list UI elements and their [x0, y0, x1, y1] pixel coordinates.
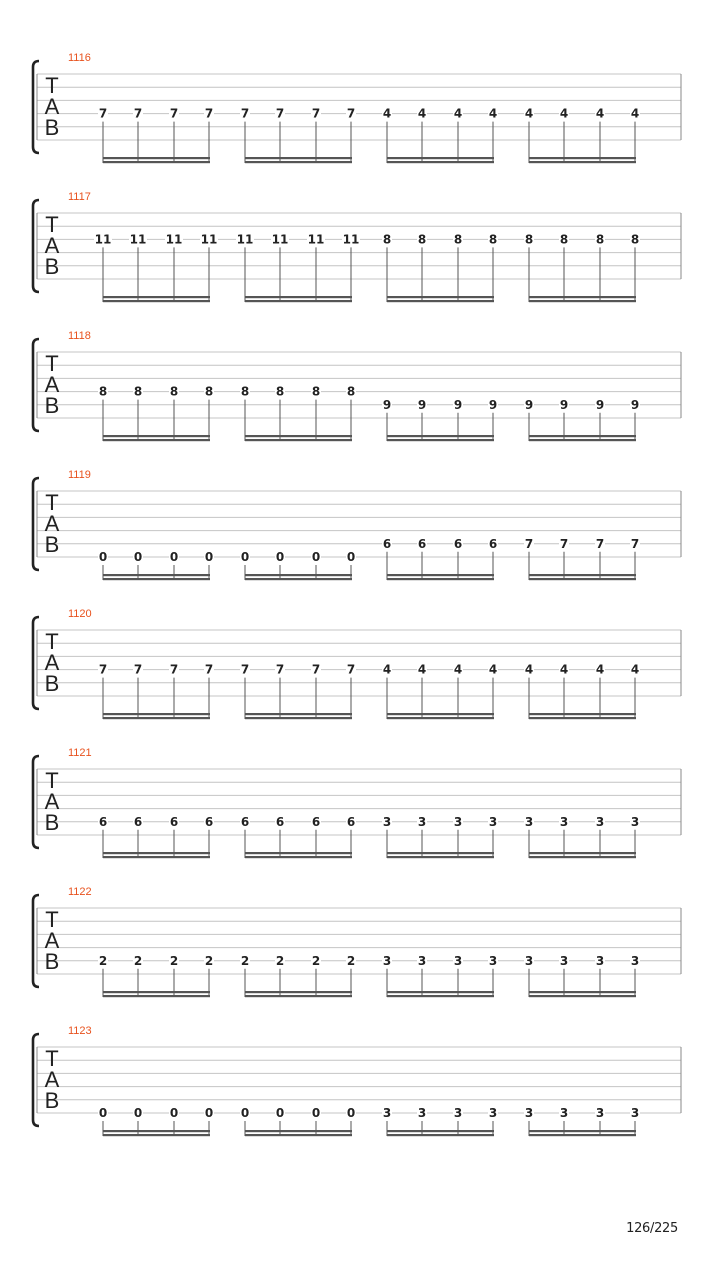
measure-number: 1119: [68, 469, 91, 481]
fret-number: 4: [524, 662, 534, 677]
system-bracket: [33, 200, 39, 292]
system-bracket: [33, 756, 39, 848]
measure-number: 1117: [68, 191, 91, 203]
fret-number: 2: [169, 953, 179, 968]
beam: [529, 856, 636, 858]
fret-number: 4: [382, 662, 392, 677]
fret-number: 7: [524, 536, 534, 551]
fret-number: 9: [595, 397, 605, 412]
fret-number: 4: [524, 106, 534, 121]
fret-number: 7: [133, 662, 143, 677]
fret-number: 6: [488, 536, 498, 551]
beam: [529, 852, 636, 854]
tab-clef-letter: A: [44, 94, 60, 119]
fret-number: 7: [240, 106, 250, 121]
beam: [529, 578, 636, 580]
fret-number: 2: [311, 953, 321, 968]
fret-number: 3: [630, 953, 640, 968]
fret-number: 6: [275, 814, 285, 829]
fret-number: 0: [275, 550, 285, 564]
system-bracket: [33, 617, 39, 709]
beam: [245, 717, 352, 719]
fret-number: 6: [311, 814, 321, 829]
fret-number: 3: [595, 814, 605, 829]
fret-number: 7: [240, 662, 250, 677]
measure-number: 1121: [68, 747, 92, 759]
beam: [245, 157, 352, 159]
beam: [529, 717, 636, 719]
fret-number: 7: [204, 106, 214, 121]
tab-clef-letter: A: [44, 789, 60, 814]
fret-number: 8: [204, 384, 214, 399]
fret-number: 3: [630, 814, 640, 829]
fret-number: 8: [346, 384, 356, 399]
beam: [529, 161, 636, 163]
fret-number: 11: [236, 232, 254, 247]
beam: [529, 1134, 636, 1136]
beam: [103, 578, 210, 580]
fret-number: 7: [346, 662, 356, 677]
beam: [245, 995, 352, 997]
beam: [387, 439, 494, 441]
beam: [529, 995, 636, 997]
beam: [103, 852, 210, 854]
fret-number: 8: [382, 232, 392, 247]
measure-number: 1120: [68, 608, 92, 620]
fret-number: 6: [346, 814, 356, 829]
fret-number: 7: [559, 536, 569, 551]
fret-number: 4: [453, 662, 463, 677]
fret-number: 4: [488, 106, 498, 121]
fret-number: 3: [630, 1106, 640, 1120]
fret-number: 8: [169, 384, 179, 399]
beam: [245, 856, 352, 858]
fret-number: 3: [559, 953, 569, 968]
fret-number: 7: [133, 106, 143, 121]
fret-number: 3: [382, 814, 392, 829]
beam: [245, 713, 352, 715]
fret-number: 0: [169, 550, 179, 564]
fret-number: 3: [524, 953, 534, 968]
tab-system: [33, 52, 681, 163]
fret-number: 7: [98, 106, 108, 121]
fret-number: 3: [559, 1106, 569, 1120]
fret-number: 8: [98, 384, 108, 399]
fret-number: 4: [488, 662, 498, 677]
fret-number: 8: [595, 232, 605, 247]
fret-number: 3: [524, 814, 534, 829]
tab-clef-letter: T: [45, 73, 59, 98]
beam: [245, 578, 352, 580]
fret-number: 3: [417, 1106, 427, 1120]
fret-number: 0: [240, 550, 250, 564]
fret-number: 8: [133, 384, 143, 399]
tab-clef-letter: B: [44, 254, 60, 279]
beam: [529, 435, 636, 437]
beam: [529, 574, 636, 576]
fret-number: 8: [488, 232, 498, 247]
fret-number: 7: [275, 106, 285, 121]
tab-clef-letter: B: [44, 671, 60, 696]
system-bracket: [33, 895, 39, 987]
tab-system: [33, 747, 681, 858]
fret-number: 0: [275, 1106, 285, 1120]
fret-number: 0: [311, 1106, 321, 1120]
fret-number: 6: [133, 814, 143, 829]
fret-number: 3: [382, 953, 392, 968]
fret-number: 3: [488, 953, 498, 968]
beam: [387, 1134, 494, 1136]
fret-number: 11: [129, 232, 147, 247]
tab-clef-letter: T: [45, 768, 59, 793]
fret-number: 7: [169, 662, 179, 677]
fret-number: 11: [165, 232, 183, 247]
beam: [245, 1130, 352, 1132]
measure-number: 1118: [68, 330, 91, 342]
beam: [387, 574, 494, 576]
beam: [103, 300, 210, 302]
fret-number: 2: [133, 953, 143, 968]
beam: [245, 296, 352, 298]
beam: [529, 1130, 636, 1132]
beam: [103, 856, 210, 858]
tab-clef-letter: T: [45, 1046, 59, 1071]
measure-number: 1123: [68, 1025, 92, 1037]
fret-number: 7: [311, 662, 321, 677]
fret-number: 9: [382, 397, 392, 412]
tab-system: [33, 469, 681, 580]
fret-number: 3: [524, 1106, 534, 1120]
beam: [387, 995, 494, 997]
beam: [245, 852, 352, 854]
fret-number: 0: [133, 550, 143, 564]
system-bracket: [33, 478, 39, 570]
beam: [529, 439, 636, 441]
beam: [103, 574, 210, 576]
fret-number: 0: [98, 1106, 108, 1120]
beam: [103, 1130, 210, 1132]
beam: [387, 300, 494, 302]
measure-number: 1122: [68, 886, 92, 898]
system-bracket: [33, 61, 39, 153]
beam: [387, 1130, 494, 1132]
beam: [387, 717, 494, 719]
fret-number: 0: [98, 550, 108, 564]
beam: [103, 995, 210, 997]
beam: [387, 713, 494, 715]
fret-number: 0: [240, 1106, 250, 1120]
fret-number: 8: [275, 384, 285, 399]
fret-number: 7: [169, 106, 179, 121]
fret-number: 11: [271, 232, 289, 247]
fret-number: 6: [417, 536, 427, 551]
fret-number: 2: [98, 953, 108, 968]
tab-system: [33, 191, 681, 302]
fret-number: 0: [204, 1106, 214, 1120]
beam: [103, 991, 210, 993]
fret-number: 4: [595, 106, 605, 121]
fret-number: 6: [382, 536, 392, 551]
beam: [529, 991, 636, 993]
fret-number: 4: [630, 662, 640, 677]
beam: [387, 157, 494, 159]
measure-number: 1116: [68, 52, 91, 64]
fret-number: 0: [346, 1106, 356, 1120]
fret-number: 3: [559, 814, 569, 829]
fret-number: 8: [630, 232, 640, 247]
fret-number: 6: [453, 536, 463, 551]
fret-number: 0: [311, 550, 321, 564]
beam: [245, 574, 352, 576]
beam: [103, 161, 210, 163]
fret-number: 8: [559, 232, 569, 247]
fret-number: 4: [417, 106, 427, 121]
fret-number: 2: [204, 953, 214, 968]
fret-number: 6: [98, 814, 108, 829]
tab-clef-letter: T: [45, 351, 59, 376]
fret-number: 6: [204, 814, 214, 829]
fret-number: 3: [595, 953, 605, 968]
tab-clef-letter: A: [44, 511, 60, 536]
fret-number: 8: [417, 232, 427, 247]
fret-number: 9: [417, 397, 427, 412]
fret-number: 11: [200, 232, 218, 247]
tab-clef-letter: B: [44, 115, 60, 140]
beam: [387, 161, 494, 163]
beam: [103, 1134, 210, 1136]
fret-number: 4: [559, 662, 569, 677]
tab-clef-letter: A: [44, 928, 60, 953]
fret-number: 7: [595, 536, 605, 551]
fret-number: 0: [133, 1106, 143, 1120]
fret-number: 0: [204, 550, 214, 564]
tab-clef-letter: A: [44, 1067, 60, 1092]
beam: [387, 578, 494, 580]
beam: [245, 439, 352, 441]
beam: [245, 1134, 352, 1136]
fret-number: 8: [240, 384, 250, 399]
fret-number: 9: [559, 397, 569, 412]
fret-number: 7: [346, 106, 356, 121]
beam: [103, 717, 210, 719]
fret-number: 8: [453, 232, 463, 247]
fret-number: 2: [346, 953, 356, 968]
fret-number: 8: [311, 384, 321, 399]
tab-system: [33, 330, 681, 441]
beam: [529, 300, 636, 302]
fret-number: 0: [346, 550, 356, 564]
fret-number: 9: [488, 397, 498, 412]
tab-clef-letter: T: [45, 212, 59, 237]
fret-number: 7: [204, 662, 214, 677]
beam: [103, 296, 210, 298]
fret-number: 11: [342, 232, 360, 247]
fret-number: 3: [488, 814, 498, 829]
tab-clef-letter: T: [45, 629, 59, 654]
system-bracket: [33, 339, 39, 431]
fret-number: 9: [453, 397, 463, 412]
fret-number: 3: [595, 1106, 605, 1120]
beam: [103, 157, 210, 159]
page-number: 126/225: [626, 1221, 678, 1236]
beam: [387, 435, 494, 437]
fret-number: 7: [98, 662, 108, 677]
fret-number: 4: [417, 662, 427, 677]
fret-number: 0: [169, 1106, 179, 1120]
tab-clef-letter: A: [44, 650, 60, 675]
beam: [387, 991, 494, 993]
fret-number: 3: [382, 1106, 392, 1120]
beam: [387, 296, 494, 298]
fret-number: 3: [453, 814, 463, 829]
beam: [245, 300, 352, 302]
beam: [245, 161, 352, 163]
tab-system: [33, 608, 681, 719]
fret-number: 8: [524, 232, 534, 247]
beam: [245, 435, 352, 437]
fret-number: 11: [94, 232, 112, 247]
beam: [529, 157, 636, 159]
beam: [103, 439, 210, 441]
tab-clef-letter: B: [44, 532, 60, 557]
fret-number: 7: [311, 106, 321, 121]
system-bracket: [33, 1034, 39, 1126]
fret-number: 3: [417, 814, 427, 829]
beam: [529, 713, 636, 715]
fret-number: 9: [630, 397, 640, 412]
beam: [103, 435, 210, 437]
fret-number: 4: [559, 106, 569, 121]
fret-number: 7: [630, 536, 640, 551]
fret-number: 4: [630, 106, 640, 121]
fret-number: 6: [169, 814, 179, 829]
tab-clef-letter: T: [45, 490, 59, 515]
fret-number: 3: [488, 1106, 498, 1120]
fret-number: 2: [240, 953, 250, 968]
fret-number: 4: [595, 662, 605, 677]
tab-system: [33, 1025, 681, 1136]
fret-number: 3: [417, 953, 427, 968]
tab-clef-letter: A: [44, 233, 60, 258]
tab-clef-letter: A: [44, 372, 60, 397]
fret-number: 4: [453, 106, 463, 121]
fret-number: 3: [453, 1106, 463, 1120]
beam: [529, 296, 636, 298]
tab-clef-letter: B: [44, 1088, 60, 1113]
beam: [103, 713, 210, 715]
beam: [245, 991, 352, 993]
fret-number: 6: [240, 814, 250, 829]
beam: [387, 856, 494, 858]
tab-clef-letter: T: [45, 907, 59, 932]
tab-clef-letter: B: [44, 393, 60, 418]
tab-clef-letter: B: [44, 949, 60, 974]
fret-number: 11: [307, 232, 325, 247]
tab-system: [33, 886, 681, 997]
fret-number: 3: [453, 953, 463, 968]
beam: [387, 852, 494, 854]
fret-number: 2: [275, 953, 285, 968]
fret-number: 4: [382, 106, 392, 121]
fret-number: 9: [524, 397, 534, 412]
fret-number: 7: [275, 662, 285, 677]
tab-clef-letter: B: [44, 810, 60, 835]
